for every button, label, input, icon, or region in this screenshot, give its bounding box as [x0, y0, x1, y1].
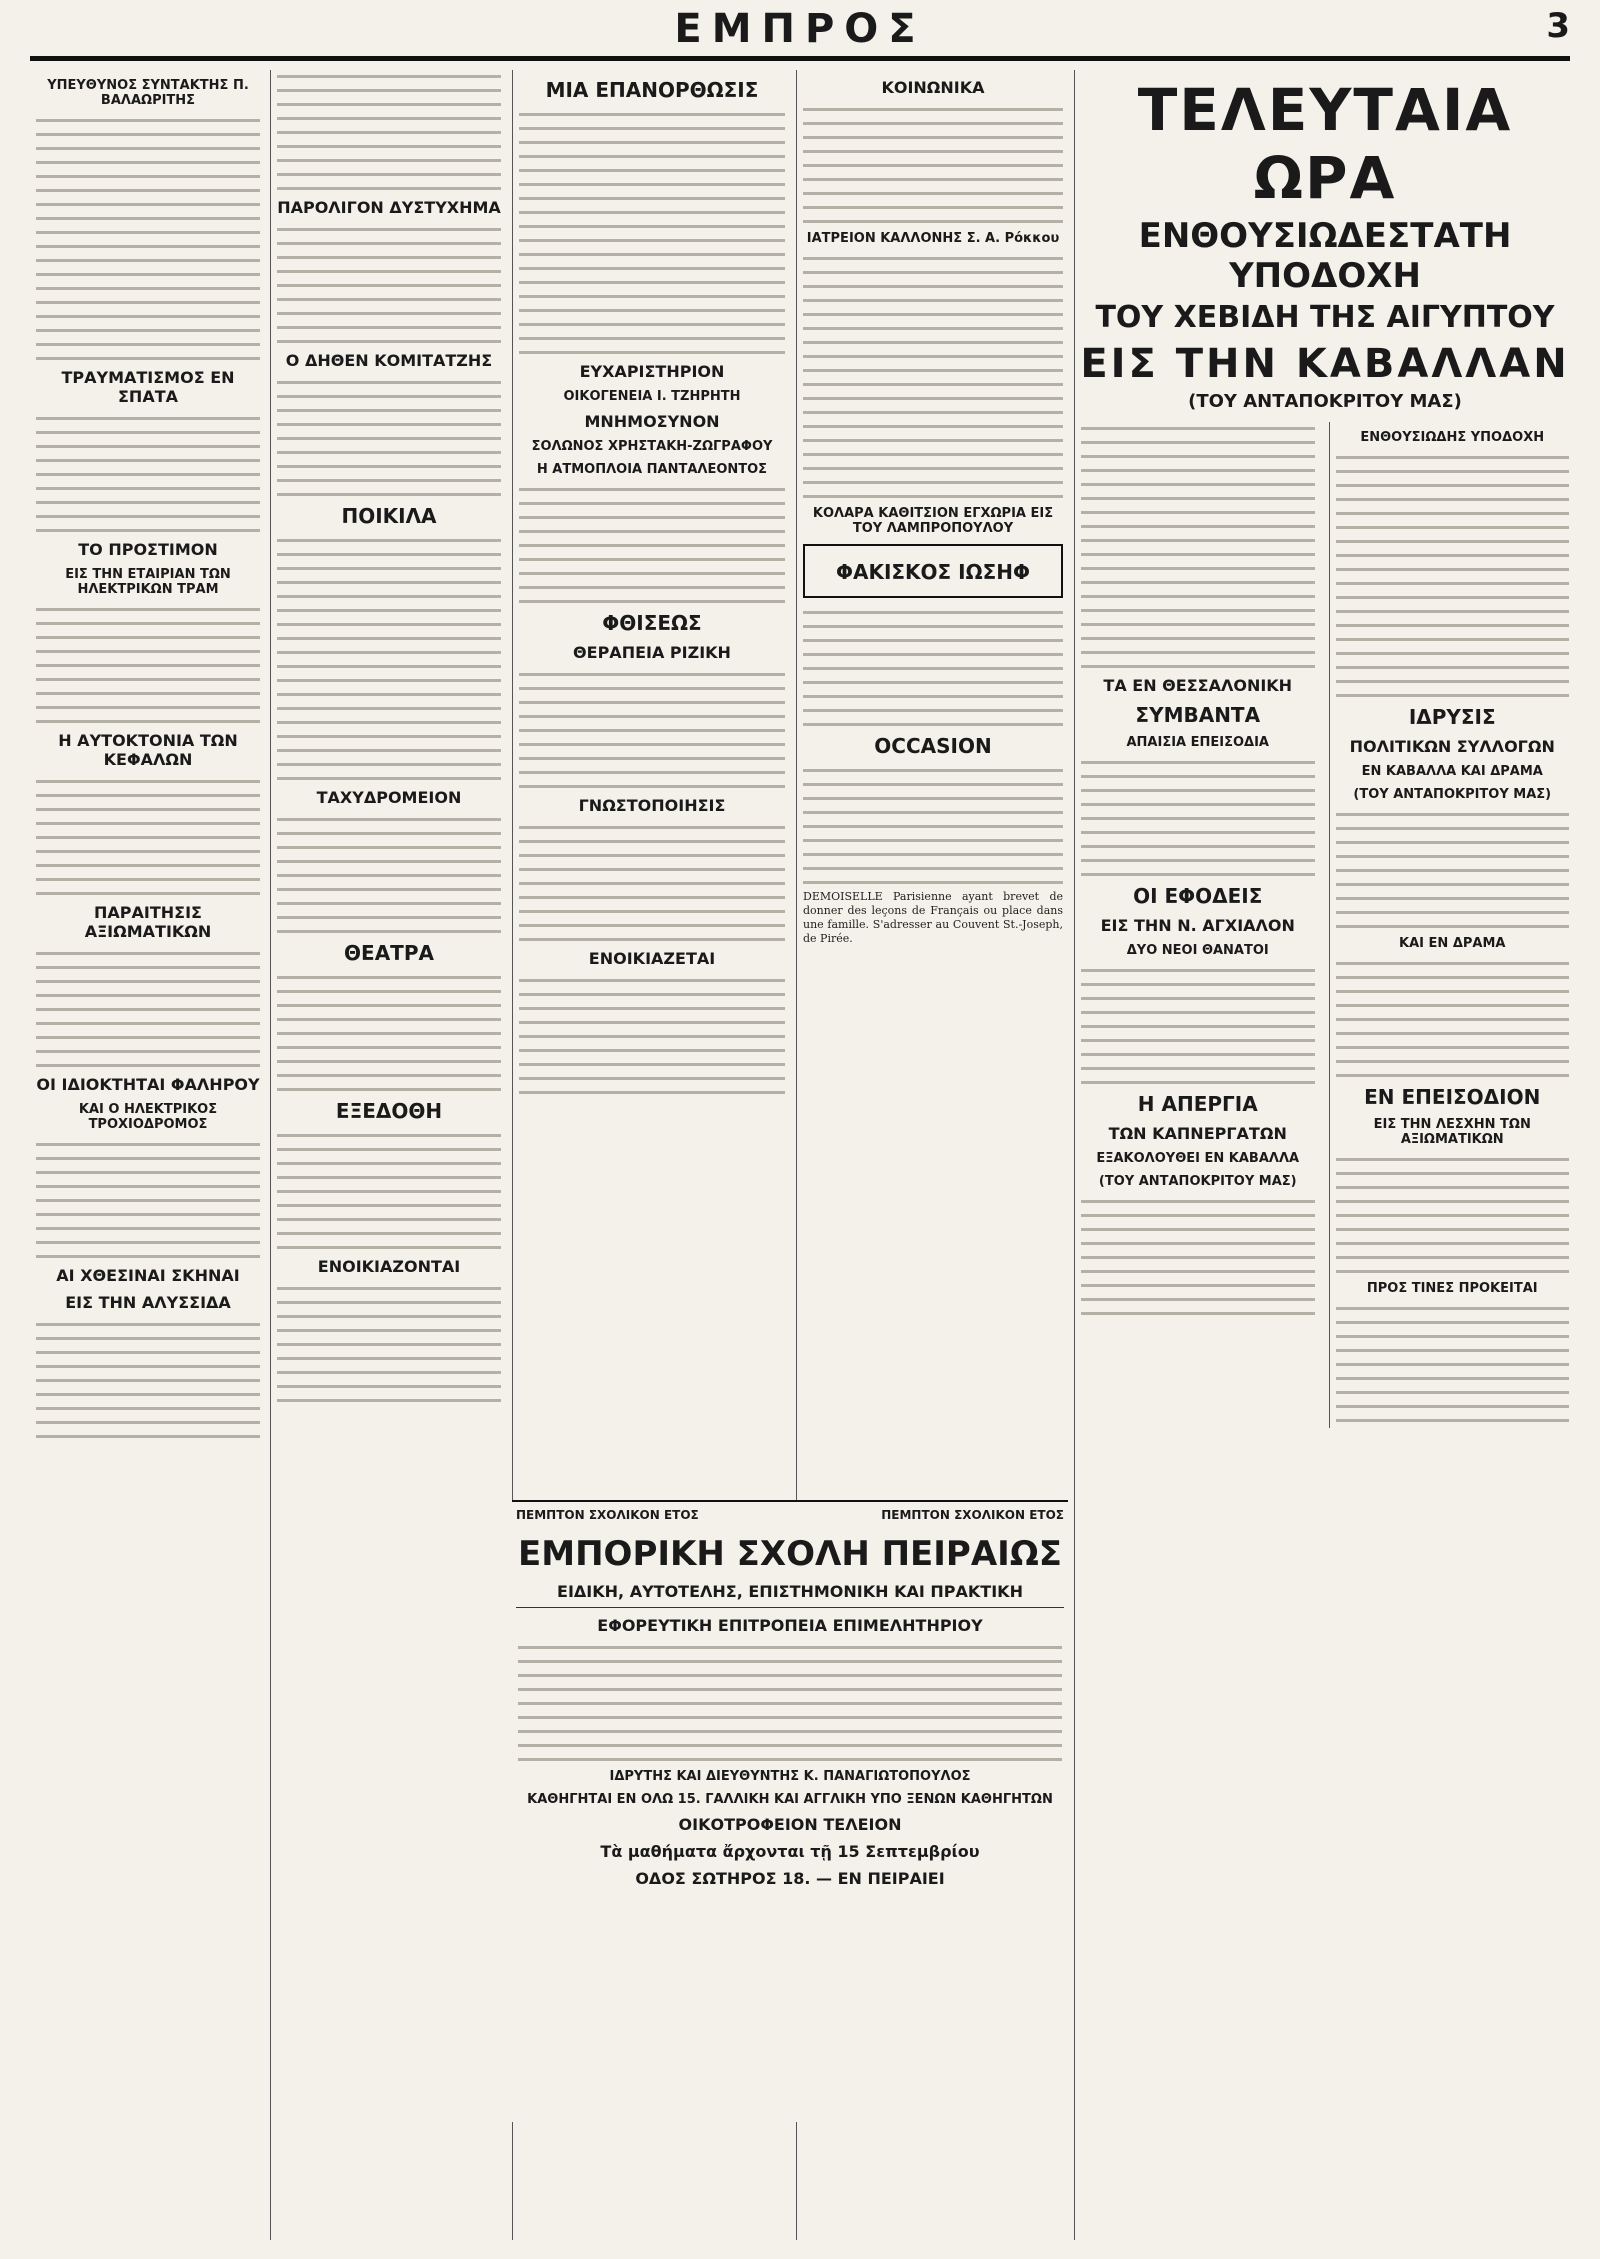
- article-text: [36, 947, 260, 1067]
- article-text: [277, 971, 501, 1091]
- headline: ΚΑΙ ΕΝ ΔΡΑΜΑ: [1399, 936, 1506, 951]
- headline: ΕΝ ΕΠΕΙΣΟΔΙΟΝ: [1364, 1085, 1541, 1109]
- subheadline: ΑΠΑΙΣΙΑ ΕΠΕΙΣΟΔΙΑ: [1126, 735, 1269, 750]
- article-text: [36, 603, 260, 723]
- article-text: [277, 223, 501, 343]
- headline: ΠΡΟΣ ΤΙΝΕΣ ΠΡΟΚΕΙΤΑΙ: [1366, 1281, 1538, 1296]
- article-text: [277, 1129, 501, 1249]
- sub-column-right: [1329, 422, 1576, 1428]
- article-text: [519, 821, 785, 941]
- school-committee: ΕΦΟΡΕΥΤΙΚΗ ΕΠΙΤΡΟΠΕΙΑ ΕΠΙΜΕΛΗΤΗΡΙΟΥ: [597, 1616, 983, 1635]
- subheadline: (ΤΟΥ ΑΝΤΑΠΟΚΡΙΤΟΥ ΜΑΣ): [1098, 1174, 1297, 1189]
- advertisement-box: [803, 544, 1063, 598]
- school-founder: ΙΔΡΥΤΗΣ ΚΑΙ ΔΙΕΥΘΥΝΤΗΣ Κ. ΠΑΝΑΓΙΩΤΟΠΟΥΛΟΣ: [609, 1769, 971, 1784]
- article-text: [1336, 957, 1570, 1077]
- headline: ΙΑΤΡΕΙΟΝ ΚΑΛΛΟΝΗΣ Σ. Α. Ρόκκου: [806, 231, 1060, 246]
- divider: [516, 1607, 1064, 1608]
- article-text: [1081, 756, 1315, 876]
- sub-columns: [1075, 422, 1575, 1428]
- subheadline: ΕΞΑΚΟΛΟΥΘΕΙ ΕΝ ΚΑΒΑΛΛΑ: [1096, 1151, 1300, 1166]
- headline: ΤΟ ΠΡΟΣΤΙΜΟΝ: [78, 540, 218, 559]
- headline: ΜΝΗΜΟΣΥΝΟΝ: [584, 412, 720, 431]
- subheadline: ΕΙΣ ΤΗΝ ΛΕΣΧΗΝ ΤΩΝ ΑΞΙΩΜΑΤΙΚΩΝ: [1373, 1117, 1531, 1147]
- banner-line: ΤΟΥ ΧΕΒΙΔΗ ΤΗΣ ΑΙΓΥΠΤΟΥ: [1095, 300, 1555, 335]
- headline: ΤΡΑΥΜΑΤΙΣΜΟΣ ΕΝ ΣΠΑΤΑ: [61, 368, 235, 406]
- school-address: ΟΔΟΣ ΣΩΤΗΡΟΣ 18. — ΕΝ ΠΕΙΡΑΙΕΙ: [635, 1869, 945, 1888]
- subheadline: ΕΙΣ ΤΗΝ ΕΤΑΙΡΙΑΝ ΤΩΝ ΗΛΕΚΤΡΙΚΩΝ ΤΡΑΜ: [65, 567, 231, 597]
- headline: Η ΑΥΤΟΚΤΟΝΙΑ ΤΩΝ ΚΕΦΑΛΩΝ: [58, 731, 238, 769]
- article-text: [803, 764, 1063, 884]
- subheadline: ΤΩΝ ΚΑΠΝΕΡΓΑΤΩΝ: [1108, 1124, 1287, 1143]
- headline: ΟΙ ΕΦΟΔΕΙΣ: [1133, 884, 1263, 908]
- headline: ΑΙ ΧΘΕΣΙΝΑΙ ΣΚΗΝΑΙ: [56, 1266, 240, 1285]
- article-text: [803, 606, 1063, 726]
- article-text: [36, 240, 260, 360]
- article-text: [1081, 964, 1315, 1084]
- notice-text: DEMOISELLE Parisienne ayant brevet de donner des leçons de Français ou place dans une famille. S'adresser au Couvent St.-Joseph, de Pirée.: [803, 890, 1063, 945]
- headline: ΠΟΙΚΙΛΑ: [341, 504, 437, 528]
- article-text: [1336, 1302, 1570, 1422]
- article-text: [519, 234, 785, 354]
- banner-line: ΕΝΘΟΥΣΙΩΔΕΣΤΑΤΗ ΥΠΟΔΟΧΗ: [1138, 216, 1512, 296]
- signature: ΟΙΚΟΓΕΝΕΙΑ Ι. ΤΖΗΡΗΤΗ: [563, 389, 741, 404]
- article-text: [277, 534, 501, 654]
- subheadline: ΣΟΛΩΝΟΣ ΧΡΗΣΤΑΚΗ-ΖΩΓΡΑΦΟΥ: [531, 439, 773, 454]
- article-text: [36, 114, 260, 234]
- column-5: [1074, 70, 1575, 2240]
- subheadline: ΚΑΙ Ο ΗΛΕΚΤΡΙΚΟΣ ΤΡΟΧΙΟΔΡΟΜΟΣ: [78, 1102, 218, 1132]
- school-tags: [512, 1502, 1068, 1528]
- school-start: Τὰ μαθήματα ἄρχονται τῇ 15 Σεπτεμβρίου: [600, 1842, 980, 1861]
- headline: ΚΟΙΝΩΝΙΚΑ: [881, 78, 985, 97]
- headline: ΣΥΜΒΑΝΤΑ: [1135, 703, 1261, 727]
- article-text: [277, 660, 501, 780]
- article-text: [277, 1282, 501, 1402]
- article-text: [1081, 1195, 1315, 1315]
- headline: OCCASION: [874, 734, 992, 758]
- newspaper-name: ΕΜΠΡΟΣ: [674, 6, 926, 52]
- article-text: [803, 252, 1063, 372]
- article-text: [519, 108, 785, 228]
- column-1: [30, 70, 266, 2240]
- headline: ΤΑ ΕΝ ΘΕΣΣΑΛΟΝΙΚΗ: [1103, 676, 1293, 695]
- banner-line: ΕΙΣ ΤΗΝ ΚΑΒΑΛΛΑΝ: [1080, 341, 1570, 387]
- headline: ΓΝΩΣΤΟΠΟΙΗΣΙΣ: [578, 796, 726, 815]
- headline: Ο ΔΗΘΕΝ ΚΟΜΙΤΑΤΖΗΣ: [285, 351, 493, 370]
- article-text: [1336, 577, 1570, 697]
- school-advertisement: [512, 1500, 1068, 2122]
- headline: ΜΙΑ ΕΠΑΝΟΡΘΩΣΙΣ: [545, 78, 759, 102]
- article-text: [1081, 422, 1315, 542]
- article-text: [519, 668, 785, 788]
- subheadline: ΠΟΛΙΤΙΚΩΝ ΣΥΛΛΟΓΩΝ: [1349, 737, 1555, 756]
- school-title: ΕΜΠΟΡΙΚΗ ΣΧΟΛΗ ΠΕΙΡΑΙΩΣ: [518, 1534, 1062, 1574]
- headline: ΕΝΟΙΚΙΑΖΟΝΤΑΙ: [317, 1257, 461, 1276]
- subheadline: ΕΝ ΚΑΒΑΛΛΑ ΚΑΙ ΔΡΑΜΑ: [1361, 764, 1543, 779]
- article-text: [1336, 808, 1570, 928]
- author-line: ΥΠΕΥΘΥΝΟΣ ΣΥΝΤΑΚΤΗΣ Π. ΒΑΛΑΩΡΙΤΗΣ: [47, 78, 249, 108]
- school-tag-left: ΠΕΜΠΤΟΝ ΣΧΟΛΙΚΟΝ ΕΤΟΣ: [516, 1508, 699, 1522]
- headline: ΤΑΧΥΔΡΟΜΕΙΟΝ: [316, 788, 462, 807]
- subheadline: ΕΝΘΟΥΣΙΩΔΗΣ ΥΠΟΔΟΧΗ: [1360, 430, 1545, 445]
- school-boarding: ΟΙΚΟΤΡΟΦΕΙΟΝ ΤΕΛΕΙΟΝ: [678, 1815, 902, 1834]
- subheadline: ΔΥΟ ΝΕΟΙ ΘΑΝΑΤΟΙ: [1126, 943, 1269, 958]
- column-2: [270, 70, 507, 2240]
- headline: ΠΑΡΟΛΙΓΟΝ ΔΥΣΤΥΧΗΜΑ: [277, 198, 501, 217]
- headline: ΕΥΧΑΡΙΣΤΗΡΙΟΝ: [579, 362, 725, 381]
- subheadline: (ΤΟΥ ΑΝΤΑΠΟΚΡΙΤΟΥ ΜΑΣ): [1353, 787, 1552, 802]
- school-tag-right: ΠΕΜΠΤΟΝ ΣΧΟΛΙΚΟΝ ΕΤΟΣ: [881, 1508, 1064, 1522]
- headline: Η ΑΠΕΡΓΙΑ: [1137, 1092, 1258, 1116]
- article-text: [1336, 451, 1570, 571]
- article-text: [1081, 548, 1315, 668]
- headline: ΘΕΑΤΡΑ: [344, 941, 434, 965]
- headline: ΕΝΟΙΚΙΑΖΕΤΑΙ: [588, 949, 716, 968]
- article-text: [803, 378, 1063, 498]
- subheadline: ΘΕΡΑΠΕΙΑ ΡΙΖΙΚΗ: [573, 643, 731, 662]
- subheadline: ΕΙΣ ΤΗΝ ΑΛΥΣΣΙΔΑ: [65, 1293, 231, 1312]
- article-text: [519, 483, 785, 603]
- headline: ΦΘΙΣΕΩΣ: [602, 611, 702, 635]
- committee-text: [518, 1641, 1062, 1761]
- school-teachers: ΚΑΘΗΓΗΤΑΙ ΕΝ ΟΛΩ 15. ΓΑΛΛΙΚΗ ΚΑΙ ΑΓΓΛΙΚΗ ΥΠΟ ΞΕΝΩΝ ΚΑΘΗΓΗΤΩΝ: [527, 1792, 1053, 1807]
- headline: ΚΟΛΑΡΑ ΚΑΘΙΤΣΙΟΝ ΕΓΧΩΡΙΑ ΕΙΣ ΤΟΥ ΛΑΜΠΡΟΠΟΥΛΟΥ: [812, 506, 1054, 536]
- headline: Η ΑΤΜΟΠΛΟΙΑ ΠΑΝΤΑΛΕΟΝΤΟΣ: [536, 462, 768, 477]
- headline: ΕΞΕΔΟΘΗ: [335, 1099, 443, 1123]
- sub-column-left: [1075, 422, 1321, 1428]
- article-text: [1336, 1153, 1570, 1273]
- article-text: [277, 813, 501, 933]
- headline: ΠΑΡΑΙΤΗΣΙΣ ΑΞΙΩΜΑΤΙΚΩΝ: [84, 903, 212, 941]
- article-text: [277, 376, 501, 496]
- ad-title: ΦΑΚΙΣΚΟΣ ΙΩΣΗΦ: [835, 560, 1031, 584]
- school-subtitle: ΕΙΔΙΚΗ, ΑΥΤΟΤΕΛΗΣ, ΕΠΙΣΤΗΜΟΝΙΚΗ ΚΑΙ ΠΡΑΚΤΙΚΗ: [557, 1582, 1023, 1601]
- page-number: 3: [1546, 6, 1570, 46]
- article-text: [803, 103, 1063, 223]
- banner-line: (ΤΟΥ ΑΝΤΑΠΟΚΡΙΤΟΥ ΜΑΣ): [1188, 391, 1462, 412]
- article-text: [519, 974, 785, 1094]
- article-text: [277, 70, 501, 190]
- article-text: [36, 1138, 260, 1258]
- article-text: [36, 775, 260, 895]
- article-text: [36, 412, 260, 532]
- headline: ΙΔΡΥΣΙΣ: [1408, 705, 1496, 729]
- headline: ΟΙ ΙΔΙΟΚΤΗΤΑΙ ΦΑΛΗΡΟΥ: [36, 1075, 260, 1094]
- main-banner: ΤΕΛΕΥΤΑΙΑ ΩΡΑ: [1137, 76, 1513, 212]
- subheadline: ΕΙΣ ΤΗΝ Ν. ΑΓΧΙΑΛΟΝ: [1100, 916, 1295, 935]
- masthead: [30, 6, 1570, 61]
- article-text: [36, 1318, 260, 1438]
